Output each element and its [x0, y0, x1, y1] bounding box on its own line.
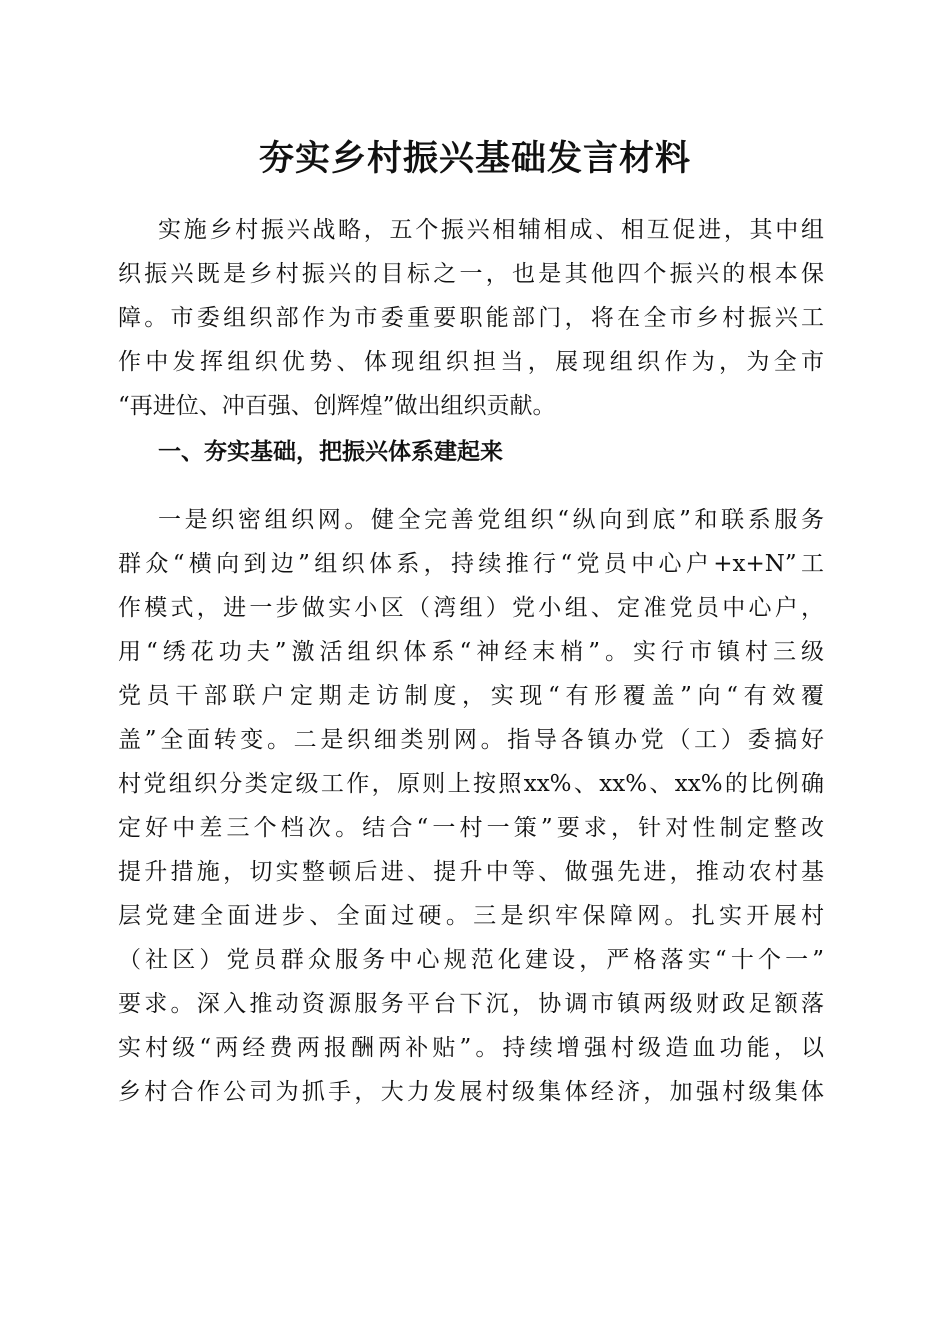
body-line: 要求。深入推动资源服务平台下沉，协调市镇两级财政足额落: [118, 991, 824, 1017]
body-line: 实村级“两经费两报酬两补贴”。持续增强村级造血功能，以: [118, 1035, 824, 1061]
section-heading: 一、夯实基础，把振兴体系建起来: [158, 439, 503, 465]
body-line: 层党建全面进步、全面过硬。三是织牢保障网。扎实开展村: [118, 903, 824, 929]
body-line: 一是织密组织网。健全完善党组织“纵向到底”和联系服务: [158, 507, 824, 533]
body-line: 用“绣花功夫”激活组织体系“神经末梢”。实行市镇村三级: [118, 639, 824, 665]
intro-line: “再进位、冲百强、创辉煌”做出组织贡献。: [118, 393, 556, 419]
intro-line: 实施乡村振兴战略，五个振兴相辅相成、相互促进，其中组: [158, 217, 824, 243]
body-line: 乡村合作公司为抓手，大力发展村级集体经济，加强村级集体: [118, 1079, 824, 1105]
body-line: 盖”全面转变。二是织细类别网。指导各镇办党（工）委搞好: [118, 727, 824, 753]
body-line: 村党组织分类定级工作，原则上按照xx%、xx%、xx%的比例确: [118, 771, 824, 797]
intro-line: 作中发挥组织优势、体现组织担当，展现组织作为，为全市: [118, 349, 824, 375]
body-line: 定好中差三个档次。结合“一村一策”要求，针对性制定整改: [118, 815, 824, 841]
body-line: （社区）党员群众服务中心规范化建设，严格落实“十个一”: [118, 947, 824, 973]
intro-line: 障。市委组织部作为市委重要职能部门，将在全市乡村振兴工: [118, 305, 824, 331]
body-line: 作模式，进一步做实小区（湾组）党小组、定准党员中心户，: [118, 595, 824, 621]
body-line: 群众“横向到边”组织体系，持续推行“党员中心户+x+N”工: [118, 551, 824, 577]
body-line: 党员干部联户定期走访制度，实现“有形覆盖”向“有效覆: [118, 683, 824, 709]
intro-line: 织振兴既是乡村振兴的目标之一，也是其他四个振兴的根本保: [118, 261, 824, 287]
body-line: 提升措施，切实整顿后进、提升中等、做强先进，推动农村基: [118, 859, 824, 885]
document-title: 夯实乡村振兴基础发言材料: [258, 138, 691, 179]
